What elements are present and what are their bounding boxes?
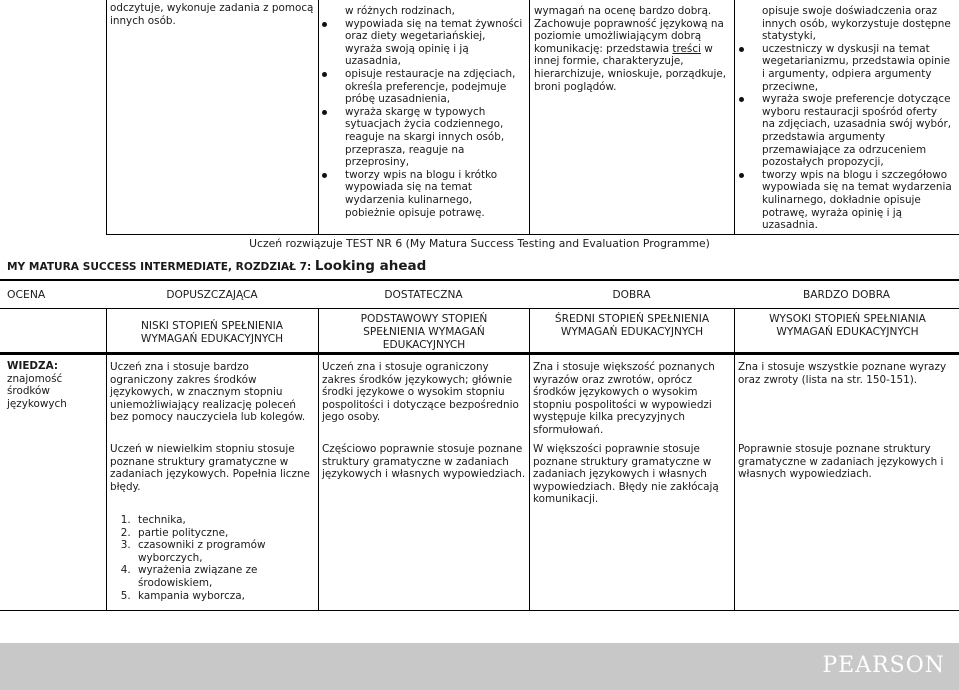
top-col4-item: wyraża swoje preferencje dotyczące wyboru restauracji spośród oferty na zdjęciach, uzasadnia swój wybór, przedstawia argumenty przemawiające za odrzuceniem pozostałych propozycji,: [762, 93, 952, 169]
footer-band: [0, 643, 959, 690]
grade-dopuszczajaca: DOPUSZCZAJĄCA: [166, 289, 258, 301]
topic-item: 3. czasowniki z programów wyborczych,: [134, 539, 314, 564]
wiedza-label-cell: [7, 360, 102, 410]
top-col3-underlined: treści: [672, 42, 701, 55]
chapter-title: Looking ahead: [314, 258, 427, 274]
grammar-podstawowy: Częściowo poprawnie stosuje poznane struktury gramatyczne w zadaniach językowych i własnych wypowiedziach.: [322, 443, 526, 481]
topic-item: 1. technika,: [134, 514, 314, 527]
test-note: Uczeń rozwiązuje TEST NR 6 (My Matura Success Testing and Evaluation Programme): [249, 237, 710, 250]
pearson-footer: [0, 643, 959, 690]
wiedza-label: WIEDZA:: [7, 360, 58, 372]
top-col2-item: wypowiada się na temat żywności oraz diety wegetariańskiej, wyraża swoją opinię i ją uzasadnia,: [345, 18, 525, 68]
top-col2-list: [345, 5, 525, 219]
grade-dobra: DOBRA: [612, 289, 651, 301]
pearson-logo: PEARSON: [822, 653, 945, 678]
grammar-sredni: W większości poprawnie stosuje poznane struktury gramatyczne w zadaniach językowych i własnych wypowiedziach. Błędy nie zakłócają komunikacji.: [533, 443, 719, 506]
top-col4-list: [762, 5, 952, 232]
vocab-podstawowy: Uczeń zna i stosuje ograniczony zakres środków językowych; głównie środki językowe o wysokim stopniu pospolitości i dotyczące bezpośrednio jego osoby.: [322, 361, 519, 424]
top-col2-item: tworzy wpis na blogu i krótko wypowiada się na temat wydarzenia kulinarnego, pobieżnie opisuje potrawę.: [345, 169, 525, 219]
wiedza-sublabel: znajomość środków językowych: [7, 372, 67, 410]
level-podstawowy: PODSTAWOWY STOPIEŃ SPEŁNIENIA WYMAGAŃ EDUKACYJNYCH: [360, 313, 488, 351]
top-col4-item: opisuje swoje doświadczenia oraz innych osób, wykorzystuje dostępne statystyki,: [762, 5, 951, 43]
vocab-niski: Uczeń zna i stosuje bardzo ograniczony zakres środków językowych, w znacznym stopniu uniemożliwiający realizację poleceń bez pomocy nauczyciela lub kolegów.: [110, 361, 306, 424]
level-wysoki: WYSOKI STOPIEŃ SPEŁNIANIA WYMAGAŃ EDUKACYJNYCH: [769, 313, 926, 338]
grade-dostateczna: DOSTATECZNA: [384, 289, 463, 301]
topic-item: 5. kampania wyborcza,: [134, 590, 314, 603]
top-col1-text: odczytuje, wykonuje zadania z pomocą innych osób.: [110, 2, 314, 27]
chapter-prefix: MY MATURA SUCCESS INTERMEDIATE, ROZDZIAŁ 7:: [7, 261, 315, 273]
top-col2-item: wyraża skargę w typowych sytuacjach życia codziennego, reaguje na skargi innych osób, przeprasza, reaguje na przeprosiny,: [345, 106, 525, 169]
top-col2-item: opisuje restauracje na zdjęciach, określa preferencje, podejmuje próbę uzasadnienia,: [345, 68, 525, 106]
top-col3-text: [534, 5, 730, 93]
top-col3-after: w innej formie, charakteryzuje, hierarchizuje, wnioskuje, porządkuje, broni poglądów.: [534, 42, 727, 93]
top-col4-item: uczestniczy w dyskusji na temat wegetarianizmu, przedstawia opinie i argumenty, odpiera argumenty przeciwne,: [762, 42, 951, 93]
top-col4-item: tworzy wpis na blogu i szczegółowo wypowiada się na temat wydarzenia kulinarnego, dokładnie opisuje potrawę, wyraża opinię i ją uzasadnia.: [762, 168, 952, 232]
grade-label: OCENA: [7, 288, 46, 301]
topics-list: [114, 514, 314, 602]
level-sredni: ŚREDNI STOPIEŃ SPEŁNIENIA WYMAGAŃ EDUKACYJNYCH: [554, 313, 710, 338]
topic-item: 2. partie polityczne,: [134, 527, 314, 540]
topic-item: 4. wyrażenia związane ze środowiskiem,: [134, 564, 314, 589]
level-niski: NISKI STOPIEŃ SPEŁNIENIA WYMAGAŃ EDUKACYJNYCH: [140, 320, 284, 345]
grade-bardzo-dobra: BARDZO DOBRA: [803, 289, 890, 301]
vocab-sredni: Zna i stosuje większość poznanych wyrazów oraz zwrotów, oprócz środków językowych o wysokim stopniu pospolitości w wypowiedzi występuje kilka precyzyjnych sformułowań.: [533, 361, 715, 436]
top-col2-item: w różnych rodzinach,: [345, 5, 455, 17]
grammar-wysoki: Poprawnie stosuje poznane struktury gramatyczne w zadaniach językowych i własnych wypowiedziach.: [738, 443, 944, 481]
top-col3-before: wymagań na ocenę bardzo dobrą. Zachowuje poprawność językową na poziomie umożliwiającym dobrą komunikację: przedstawia: [534, 5, 724, 55]
chapter-heading: [7, 260, 426, 274]
vocab-wysoki: Zna i stosuje wszystkie poznane wyrazy oraz zwroty (lista na str. 150-151).: [738, 361, 947, 386]
grammar-niski: Uczeń w niewielkim stopniu stosuje poznane struktury gramatyczne w zadaniach językowych. Popełnia liczne błędy.: [110, 443, 310, 493]
